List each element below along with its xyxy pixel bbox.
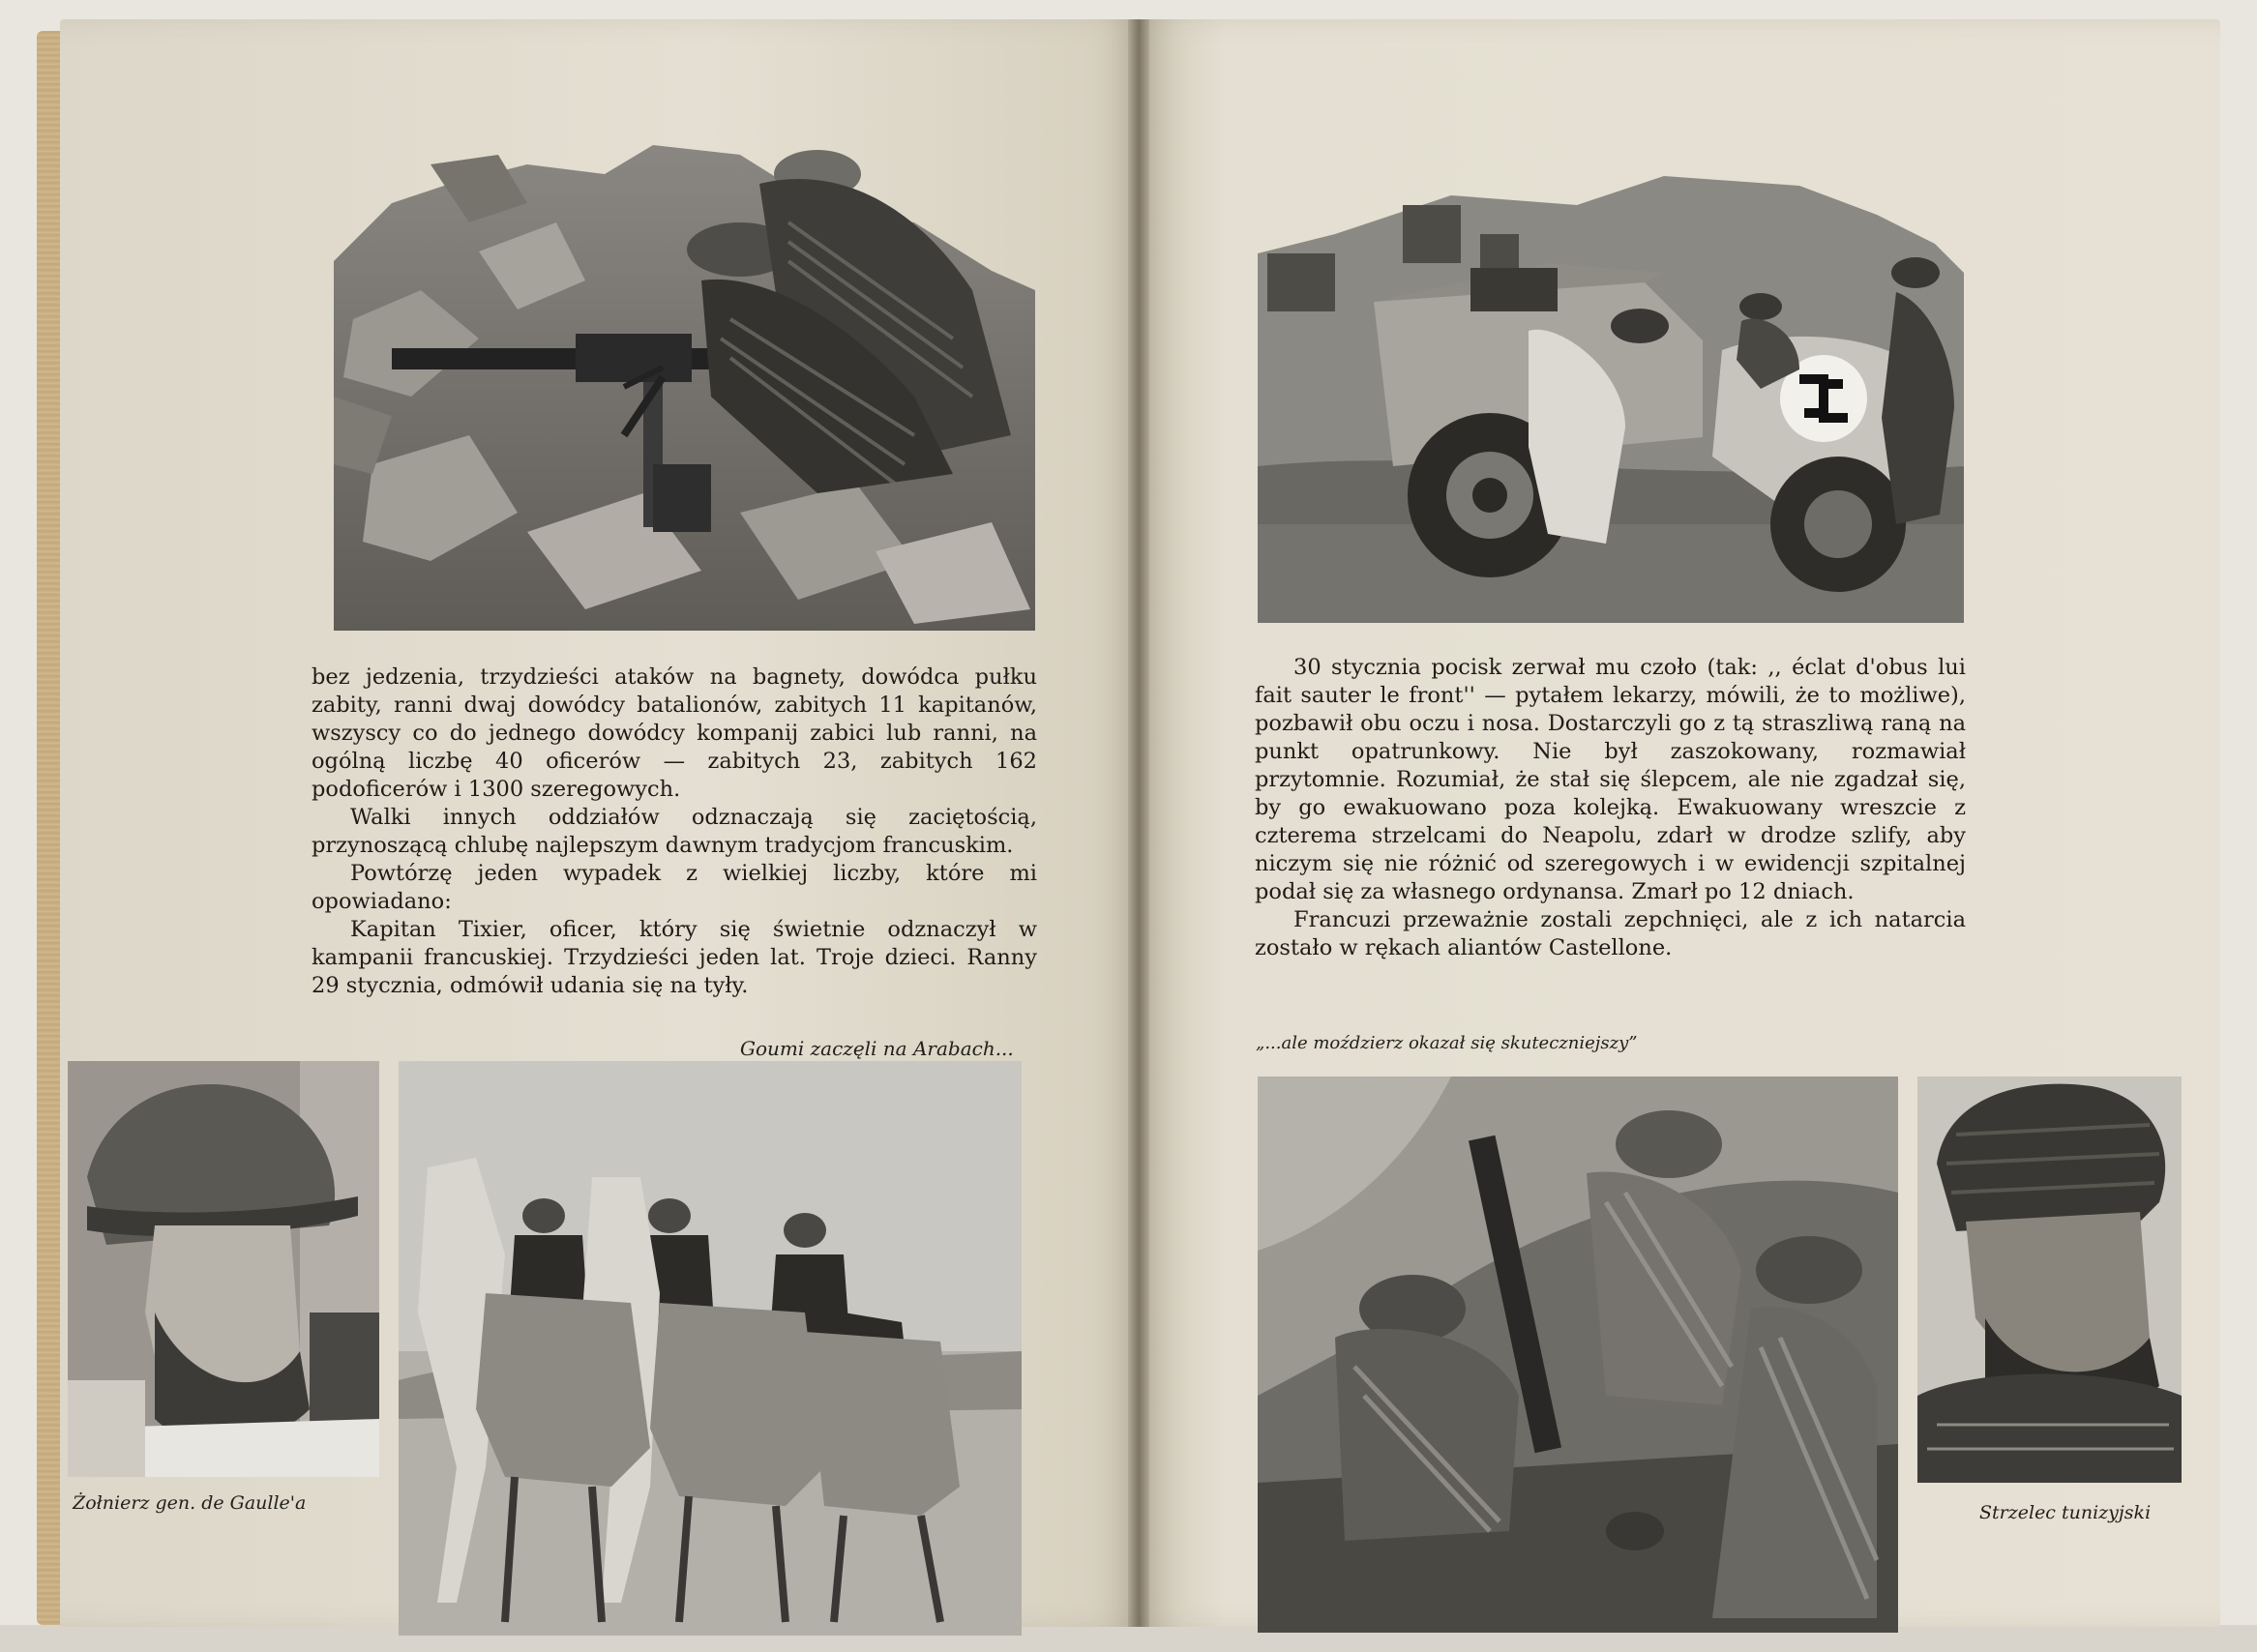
paragraph-3: Powtórzę jeden wypadek z wielkiej liczby, które mi opowiadano: xyxy=(312,861,1037,914)
paragraph-2: Francuzi przeważnie zostali zepchnięci, ale z ich natarcia zostało w rękach aliantów Castellone. xyxy=(1255,907,1966,960)
right-body-text xyxy=(1255,654,1966,962)
photo-tunisian-rifleman xyxy=(1917,1077,2182,1483)
caption-goumi: Goumi zaczęli na Arabach... xyxy=(740,1037,1014,1060)
table-surface xyxy=(0,1625,2257,1652)
left-body-text xyxy=(312,664,1037,1000)
caption-strzelec: Strzelec tunizyjski xyxy=(1979,1502,2152,1523)
paragraph-4: Kapitan Tixier, oficer, który się świetnie odznaczył w kampanii francuskiej. Trzydzieści jeden lat. Troje dzieci. Ranny 29 stycznia, odmówił udania się na tyły. xyxy=(312,917,1037,998)
paragraph-2: Walki innych oddziałów odznaczają się zaciętością, przynoszącą chlubę najlepszym dawnym tradycjom francuskim. xyxy=(312,805,1037,858)
photo-soldier-portrait xyxy=(68,1061,379,1477)
book-spine xyxy=(1128,19,1149,1627)
photo-mortar-crew xyxy=(1258,1077,1898,1633)
paragraph-1: bez jedzenia, trzydzieści ataków na bagnety, dowódca pułku zabity, ranni dwaj dowódcy batalionów, zabitych 11 kapitanów, wszyscy co do jednego dowódcy kompanij zabici lub ranni, na ogólną liczbę 40 oficerów — zabitych 23, zabitych 162 podoficerów i 1300 szeregowych. xyxy=(312,664,1037,802)
photo-cavalry xyxy=(399,1061,1022,1636)
caption-soldier: Żołnierz gen. de Gaulle'a xyxy=(73,1492,307,1514)
caption-mortar: „...ale moździerz okazał się skuteczniejszy” xyxy=(1256,1033,1638,1053)
photo-machine-gun-crew xyxy=(334,145,1035,631)
photo-jeep-flag xyxy=(1258,176,1964,623)
paragraph-1: 30 stycznia pocisk zerwał mu czoło (tak: ,, éclat d'obus lui fait sauter le front'' — pytałem lekarzy, mówili, że to możliwe), pozbawił obu oczu i nosa. Dostarczyli go z tą straszliwą raną na punkt opatrunkowy. Nie był zaszokowany, rozmawiał przytomnie. Rozumiał, że stał się ślepcem, ale nie zgadzał się, by go ewakuowano poza kolejką. Ewakuowany wreszcie z czterema strzelcami do Neapolu, zdarł w drodze szlify, aby niczym się nie różnić od szeregowych i w ewidencji szpitalnej podał się za własnego ordynansa. Zmarł po 12 dniach. xyxy=(1255,655,1966,904)
